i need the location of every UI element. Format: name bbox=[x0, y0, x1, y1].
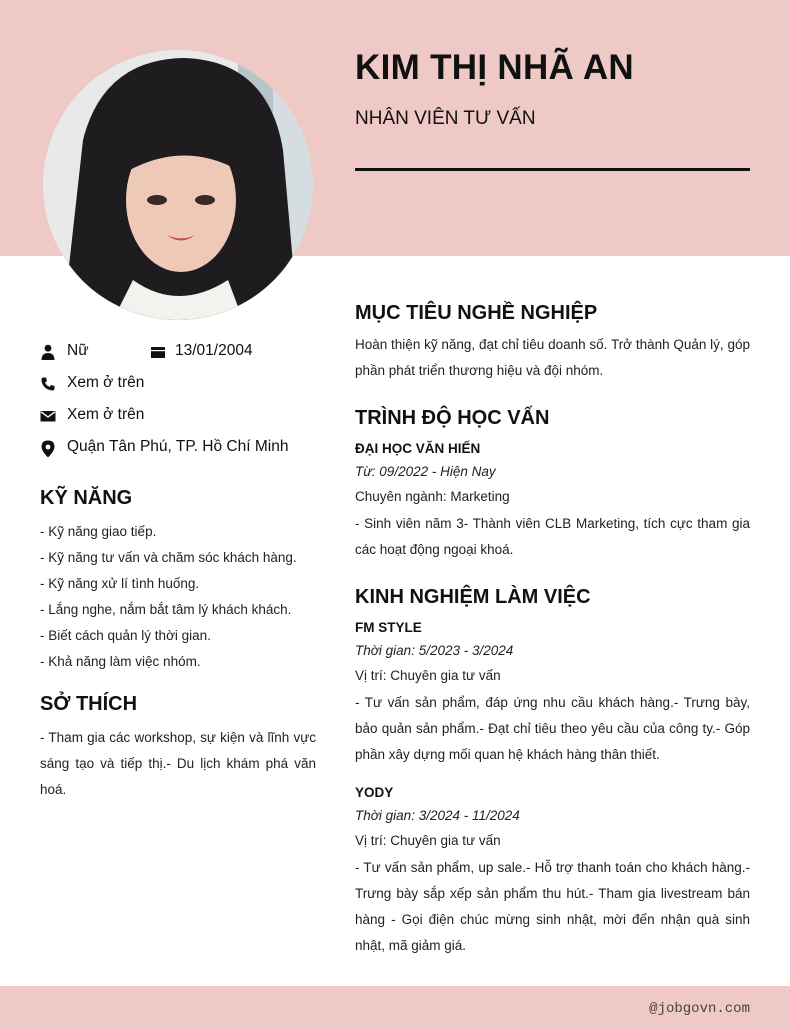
school-name: ĐẠI HỌC VĂN HIẾN bbox=[355, 441, 481, 456]
header-divider bbox=[355, 168, 750, 171]
contact-phone bbox=[40, 373, 320, 397]
skill-item: - Kỹ năng tư vấn và chăm sóc khách hàng. bbox=[40, 550, 297, 565]
mail-icon bbox=[40, 408, 56, 424]
skill-item: - Lắng nghe, nắm bắt tâm lý khách khách. bbox=[40, 602, 292, 617]
birthday-value: 13/01/2004 bbox=[175, 342, 253, 359]
contact-address bbox=[40, 437, 320, 461]
job-company: YODY bbox=[355, 785, 394, 800]
skills-title: KỸ NĂNG bbox=[40, 487, 133, 509]
email-value: Xem ở trên bbox=[67, 406, 145, 423]
objective-title: MỤC TIÊU NGHỀ NGHIỆP bbox=[355, 302, 598, 324]
hobbies-text: - Tham gia các workshop, sự kiện và lĩnh vực sáng tạo và tiếp thị.- Du lịch khám phá văn hoá. bbox=[40, 730, 316, 797]
contact-birthday bbox=[150, 341, 320, 365]
calendar-icon bbox=[150, 344, 166, 360]
job-position: Vị trí: Chuyên gia tư vấn bbox=[355, 833, 501, 848]
person-icon bbox=[40, 344, 56, 360]
job-detail: - Tư vấn sản phẩm, đáp ứng nhu cầu khách hàng.- Trưng bày, bảo quản sản phẩm.- Đạt chỉ tiêu theo yêu cầu của công ty.- Góp phần xây dựng mối quan hệ khách hàng thân thiết. bbox=[355, 695, 750, 762]
footer-watermark: @jobgovn.com bbox=[649, 1001, 750, 1017]
education-major: Chuyên ngành: Marketing bbox=[355, 489, 510, 504]
experience-title: KINH NGHIỆM LÀM VIỆC bbox=[355, 586, 591, 608]
hobbies-title: SỞ THÍCH bbox=[40, 693, 138, 715]
phone-value: Xem ở trên bbox=[67, 374, 145, 391]
education-detail: - Sinh viên năm 3- Thành viên CLB Marketing, tích cực tham gia các hoạt động ngoại khoá. bbox=[355, 516, 750, 557]
skill-item: - Kỹ năng giao tiếp. bbox=[40, 524, 157, 539]
education-title: TRÌNH ĐỘ HỌC VẤN bbox=[355, 407, 550, 429]
skill-item: - Khả năng làm việc nhóm. bbox=[40, 654, 201, 669]
candidate-name: KIM THỊ NHÃ AN bbox=[355, 48, 634, 87]
skills-list bbox=[40, 519, 320, 675]
job-position: Vị trí: Chuyên gia tư vấn bbox=[355, 668, 501, 683]
footer-band bbox=[0, 986, 790, 1029]
education-period: Từ: 09/2022 - Hiện Nay bbox=[355, 464, 496, 479]
address-value: Quận Tân Phú, TP. Hồ Chí Minh bbox=[67, 438, 289, 455]
gender-value: Nữ bbox=[67, 342, 89, 359]
objective-text: Hoàn thiện kỹ năng, đạt chỉ tiêu doanh số. Trở thành Quản lý, góp phần phát triển thương hiệu và đội nhóm. bbox=[355, 337, 750, 378]
job-detail: - Tư vấn sản phẩm, up sale.- Hỗ trợ thanh toán cho khách hàng.- Trưng bày sắp xếp sản phẩm thu hút.- Tham gia livestream bán hàng - Gọi điện chúc mừng sinh nhật, mời đến nhận quà sinh nhật, mã giảm giá. bbox=[355, 860, 750, 953]
skill-item: - Kỹ năng xử lí tình huống. bbox=[40, 576, 200, 591]
contact-email bbox=[40, 405, 320, 429]
phone-icon bbox=[40, 376, 56, 392]
job-period: Thời gian: 3/2024 - 11/2024 bbox=[355, 808, 520, 823]
job-company: FM STYLE bbox=[355, 620, 422, 635]
profile-photo bbox=[43, 50, 313, 320]
location-pin-icon bbox=[40, 440, 56, 456]
job-title: NHÂN VIÊN TƯ VẤN bbox=[355, 108, 536, 129]
job-period: Thời gian: 5/2023 - 3/2024 bbox=[355, 643, 514, 658]
skill-item: - Biết cách quản lý thời gian. bbox=[40, 628, 211, 643]
